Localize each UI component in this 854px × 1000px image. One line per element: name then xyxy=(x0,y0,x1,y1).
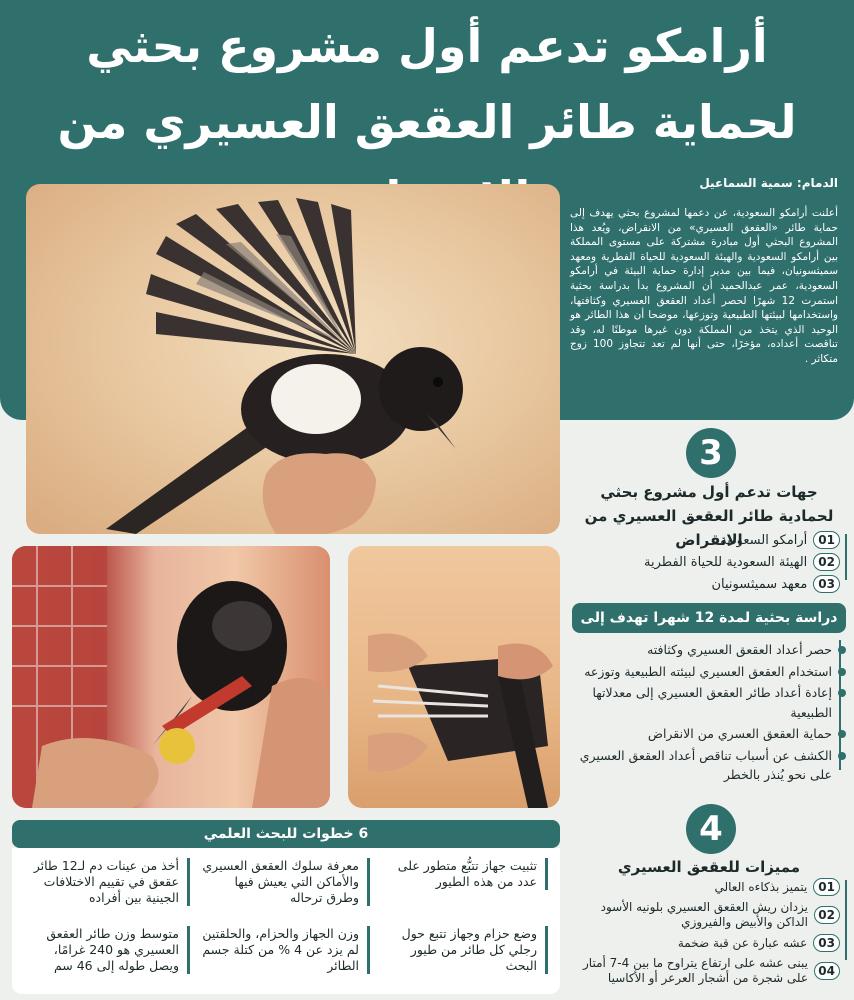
study-goal: استخدام العقعق العسيري لبيئته الطبيعية وتوزعه xyxy=(578,662,834,682)
entities-title: جهات تدعم أول مشروع بحثي لحمادية طائر العقعق العسيري من الانقراض xyxy=(584,483,834,549)
entity-label: معهد سميثسونيان xyxy=(711,576,808,592)
feature-label: يبنى عشه على ارتفاع يتراوح ما بين 4-7 أمتار على شجرة من أشجار العرعر أو الأكاسيا xyxy=(583,956,808,985)
features-title: مميزات للعقعق العسيري xyxy=(617,858,801,876)
step-item: تثبيت جهاز تتبُّع متطور على عدد من هذه الطيور xyxy=(380,858,548,890)
feature-item xyxy=(578,956,840,986)
item-number-badge: 02 xyxy=(813,553,840,571)
item-number-badge: 03 xyxy=(813,575,840,593)
feature-label: عشه عبارة عن قبة ضخمة xyxy=(677,935,808,950)
item-number-badge: 02 xyxy=(814,906,840,924)
feature-label: يزدان ريش العقعق العسيري بلونيه الأسود الداكن والأبيض والفيروزي xyxy=(600,900,808,929)
step-item: وضع حزام وجهاز تتبع حول رجلي كل طائر من طيور البحث xyxy=(380,926,548,974)
study-goal: الكشف عن أسباب تناقص أعداد العقعق العسيري على نحو يُنذر بالخطر xyxy=(578,746,834,785)
entity-item xyxy=(578,575,840,593)
item-number-badge: 03 xyxy=(813,934,840,952)
measuring-photo xyxy=(12,546,330,808)
step-item: أخذ من عينات دم لـ12 طائر عقعق في تقييم الاختلافات الجينية بين أفراده xyxy=(22,858,190,906)
feature-item xyxy=(578,900,840,930)
study-title: دراسة بحثية لمدة 12 شهرا تهدف إلى xyxy=(572,603,846,633)
feature-item xyxy=(578,934,840,952)
step-item: متوسط وزن طائر العقعق العسيري هو 240 غرامًا، ويصل طوله إلى 46 سم xyxy=(22,926,190,974)
study-goal: حماية العقعق العسري من الانقراض xyxy=(578,724,834,744)
lead-paragraph: أعلنت أرامكو السعودية، عن دعمها لمشروع بحثي يهدف إلى حماية طائر «العقعق العسيري» من الانقراض، ويُعد هذا المشروع البحثي أول مبادرة مشتركة على مستوى المملكة بين أرامكو السعودية والهيئة السعودية للحياة الفطرية ومعهد سميثسونيان، فيما بين مدير إدارة حماية البيئة في أرامكو السعودية، عمر عبدالحميد أن المشروع بدأ بدراسة بحثية استمرت 12 شهرًا لحصر أعداد العقعق العسيري وكثافتها، واستخدامها لبيئتها الطبيعية وتوزعها، موضحا أن هذا الطائر هو الوحيد الذي يتخذ من المملكة دون غيرها موطنًا له، وقد تناقصت أعداده، مؤخرًا، حتى أنها لم تعد تتجاوز 100 زوج متكاثر . xyxy=(570,207,838,365)
entity-item xyxy=(578,531,840,549)
wing-illustration xyxy=(348,546,560,808)
study-rail xyxy=(839,640,841,770)
study-goal: حصر أعداد العقعق العسيري وكثافته xyxy=(578,640,834,660)
wing-photo xyxy=(348,546,560,808)
step-item: معرفة سلوك العقعق العسيري والأماكن التي يعيش فيها وطرق ترحاله xyxy=(202,858,370,906)
magpie-illustration xyxy=(26,184,560,534)
step-item: وزن الجهاز والحزام، والحلقتين لم يزد عن 4 % من كتلة جسم الطائر xyxy=(202,926,370,974)
feature-item xyxy=(578,878,840,896)
study-goals-list xyxy=(578,640,834,787)
features-rail xyxy=(845,880,847,960)
caliper-illustration xyxy=(12,546,330,808)
feature-label: يتميز بذكاءه العالي xyxy=(714,879,808,894)
magpie-main-photo xyxy=(26,184,560,534)
steps-title: 6 خطوات للبحث العلمي xyxy=(12,820,560,848)
item-number-badge: 01 xyxy=(813,878,840,896)
entities-number-circle: 3 xyxy=(686,428,736,478)
steps-grid xyxy=(12,848,560,994)
entity-item xyxy=(578,553,840,571)
entity-label: أرامكو السعودية xyxy=(720,532,808,548)
page-title: أرامكو تدعم أول مشروع بحثي لحماية طائر العقعق العسيري من xyxy=(57,19,797,149)
item-number-badge: 04 xyxy=(814,962,840,980)
entities-list xyxy=(578,531,840,597)
features-number-circle: 4 xyxy=(686,804,736,854)
item-number-badge: 01 xyxy=(813,531,840,549)
entities-rail xyxy=(845,534,847,580)
features-list xyxy=(578,878,840,990)
entity-label: الهيئة السعودية للحياة الفطرية xyxy=(644,554,808,570)
study-goal: إعادة أعداد طائر العقعق العسيري إلى معدلاتها الطبيعية xyxy=(578,683,834,722)
byline: الدمام: سمية السماعيل xyxy=(699,176,838,190)
